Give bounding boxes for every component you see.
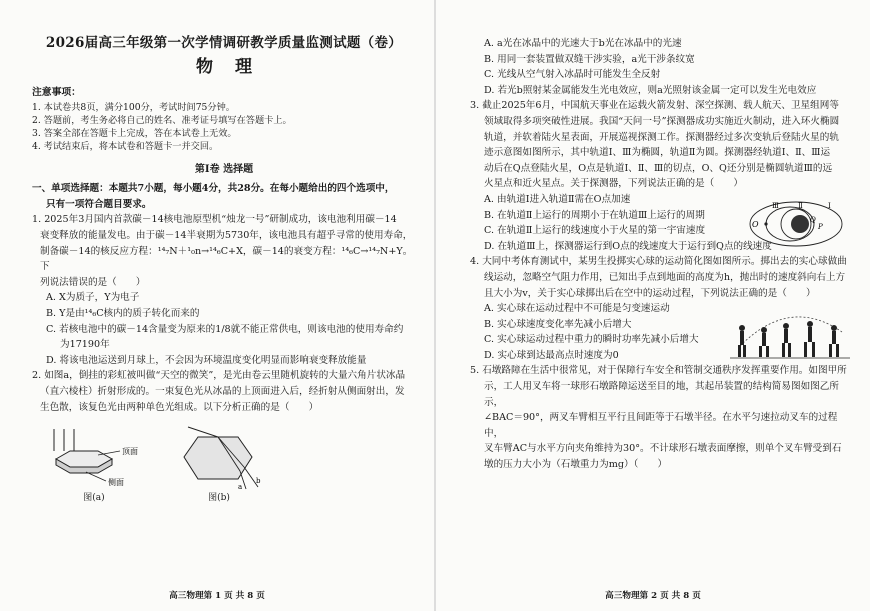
part-heading: 第Ⅰ卷 选择题 bbox=[194, 163, 254, 175]
ray-b-label: b bbox=[256, 477, 261, 486]
option-d: D. 将该电池运送到月球上，不会因为环境温度变化明显而影响衰变释放能量 bbox=[46, 354, 367, 366]
hexagonal-crystal-diagram bbox=[46, 425, 142, 491]
exam-title: 2026届高三年级第一次学情调研教学质量监测试题（卷） bbox=[45, 35, 403, 51]
note-item: 2. 答题前，考生务必将自己的姓名、准考证号填写在答题卡上。 bbox=[32, 114, 292, 126]
ray-a-label: a bbox=[238, 483, 243, 492]
question-line: 火星点和近火星点。关于探测器，下列说法正确的是（ ） bbox=[484, 178, 744, 190]
question-4 bbox=[470, 254, 854, 363]
question-line: 列说法错误的是（ ） bbox=[40, 276, 146, 288]
option-a: A. 由轨道Ⅰ进入轨道Ⅱ需在O点加速 bbox=[484, 193, 631, 205]
page-2-content bbox=[470, 36, 854, 473]
light-refraction-diagram bbox=[174, 425, 264, 491]
option-b: B. 实心球速度变化率先减小后增大 bbox=[484, 318, 632, 330]
question-line: 线运动，忽略空气阻力作用，已知出手点到地面的高度为h，抛出时的速度斜向右上方 bbox=[484, 271, 846, 283]
option-d: D. 在轨道Ⅲ上，探测器运行到O点的线速度大于运行到Q点的线速度 bbox=[484, 240, 772, 252]
option-c-cont: 为17190年 bbox=[60, 339, 110, 351]
option-a: A. a光在冰晶中的光速大于b光在冰晶中的光速 bbox=[484, 38, 682, 49]
question-line: 3. 截止2025年6月，中国航天事业在运载火箭发射、深空探测、载人航天、卫星组网等 bbox=[470, 100, 839, 112]
question-line: ∠BAC＝90°，两叉车臂相互平行且间距等于石墩半径。在水平匀速拉动叉车的过程中， bbox=[484, 412, 838, 439]
top-face-label: 顶面 bbox=[122, 447, 138, 457]
option-c: C. 光线从空气射入冰晶时可能发生全反射 bbox=[484, 69, 661, 81]
option-d: D. 实心球到达最高点时速度为0 bbox=[484, 349, 619, 361]
page-footer: 高三物理第 2 页 共 8 页 bbox=[605, 591, 701, 601]
question-line: 轨道，并软着陆火星表面，开展巡视探测工作。探测器经过多次变轨后登陆火星的轨 bbox=[484, 131, 839, 143]
question-line: 5. 石墩路障在生活中很常见，对于保障行车安全和管制交通秩序发挥重要作用。如图甲所 bbox=[470, 365, 847, 377]
exam-page-2 bbox=[436, 0, 870, 611]
figure-a-caption: 图(a) bbox=[83, 493, 105, 504]
section-heading-cont: 只有一项符合题目要求。 bbox=[46, 198, 152, 210]
question-5 bbox=[470, 363, 854, 472]
question-line: 1. 2025年3月国内首款碳－14核电池原型机“烛龙一号”研制成功，该电池利用碳－14 bbox=[32, 214, 397, 226]
page-footer: 高三物理第 1 页 共 8 页 bbox=[169, 591, 265, 601]
question-line: 迹示意图如图所示，其中轨道Ⅰ、Ⅲ为椭圆，轨道Ⅱ为圆。探测器经轨道Ⅰ、Ⅱ、Ⅲ运 bbox=[484, 147, 831, 159]
orbit-1-label: Ⅰ bbox=[828, 202, 831, 211]
point-o-label: O bbox=[752, 220, 759, 230]
question-line: 2. 如图a，倒挂的彩虹被叫做“天空的微笑”，是光由卷云里随机旋转的大量六角片状冰晶 bbox=[32, 370, 406, 382]
option-c: C. 在轨道Ⅱ上运行的线速度小于火星的第一宇宙速度 bbox=[484, 225, 706, 237]
question-line: 叉车臂AC与水平方向夹角维持为30°。不计球形石墩表面摩擦，则单个叉车臂受到石 bbox=[484, 443, 842, 455]
option-a: A. X为质子，Y为电子 bbox=[46, 292, 140, 304]
question-line: 生色散，该复色光由两种单色光组成。以下分析正确的是（ ） bbox=[40, 401, 319, 413]
question-line: 动后在Q点登陆火星，O点是轨道Ⅰ、Ⅱ、Ⅲ的切点，O、Q还分别是椭圆轨道Ⅲ的远 bbox=[484, 162, 833, 174]
side-face-label: 侧面 bbox=[108, 478, 124, 488]
figure-a bbox=[46, 425, 142, 507]
question-line: 且大小为v，关于实心球掷出后在空中的运动过程，下列说法正确的是（ ） bbox=[484, 287, 816, 299]
exam-page-1 bbox=[0, 0, 434, 611]
option-b: B. 用同一套装置做双缝干涉实验，a光干涉条纹宽 bbox=[484, 53, 695, 65]
option-a: A. 实心球在运动过程中不可能是匀变速运动 bbox=[484, 303, 670, 315]
question-line: （直六棱柱）折射形成的。一束复色光从冰晶的上顶面进入后，经折射从侧面射出，发 bbox=[40, 385, 405, 397]
figure-b bbox=[174, 425, 264, 507]
page-1-content bbox=[32, 36, 416, 507]
question-2 bbox=[32, 368, 416, 415]
option-b: B. 在轨道Ⅱ上运行的周期小于在轨道Ⅲ上运行的周期 bbox=[484, 209, 705, 221]
shot-put-figure bbox=[730, 302, 850, 362]
point-p-label: P bbox=[818, 223, 823, 232]
question-line: 制备碳－14的核反应方程：¹⁴₇N＋¹₀n→¹⁴₆C+X，碳－14的衰变方程：¹⁴₆C→¹⁴₇N+Y。下 bbox=[40, 245, 413, 273]
question-line: 衰变释放的能量发电。由于碳－14半衰期为5730年，该电池具有超乎寻常的使用寿命， bbox=[40, 229, 413, 241]
orbit-3-label: Ⅲ bbox=[772, 202, 779, 211]
figure-b-caption: 图(b) bbox=[208, 493, 230, 504]
question-2-options bbox=[484, 36, 854, 98]
option-d: D. 若光b照射某金属能发生光电效应，则a光照射该金属一定可以发生光电效应 bbox=[484, 84, 817, 96]
orbit-diagram bbox=[746, 198, 846, 250]
note-item: 3. 答案全部在答题卡上完成，答在本试卷上无效。 bbox=[32, 128, 237, 140]
section-heading: 一、单项选择题：本题共7小题，每小题4分，共28分。在每小题给出的四个选项中， bbox=[32, 183, 395, 195]
question-line: 领域取得多项突破性进展。我国“天问一号”探测器成功实施近火制动，进入环火椭圆 bbox=[484, 115, 840, 127]
note-item: 1. 本试卷共8页，满分100分，考试时间75分钟。 bbox=[32, 101, 235, 113]
orbit-2-label: Ⅱ bbox=[798, 202, 803, 211]
question-1 bbox=[32, 212, 416, 368]
question-line: 4. 大同中考体育测试中，某男生投掷实心球的运动简化图如图所示。掷出去的实心球做曲 bbox=[470, 256, 847, 268]
question-3 bbox=[470, 98, 854, 254]
subject-title: 物理 bbox=[196, 56, 274, 77]
question-line: 示，工人用叉车将一球形石墩路障运送至目的地，其起吊装置的结构简易图如图乙所示， bbox=[484, 381, 839, 408]
notes-heading: 注意事项： bbox=[32, 87, 81, 99]
option-c: C. 实心球运动过程中重力的瞬时功率先减小后增大 bbox=[484, 334, 699, 346]
question-line: 墩的压力大小为（石墩重力为mg）（ ） bbox=[484, 459, 668, 471]
point-q-label: Q bbox=[810, 216, 816, 225]
figure-row bbox=[46, 425, 416, 507]
note-item: 4. 考试结束后，将本试卷和答题卡一并交回。 bbox=[32, 141, 219, 153]
option-b: B. Y是由¹⁴₆C核内的质子转化而来的 bbox=[46, 307, 200, 319]
option-c: C. 若核电池中的碳－14含量变为原来的1/8就不能正常供电，则该电池的使用寿命约 bbox=[46, 323, 404, 335]
